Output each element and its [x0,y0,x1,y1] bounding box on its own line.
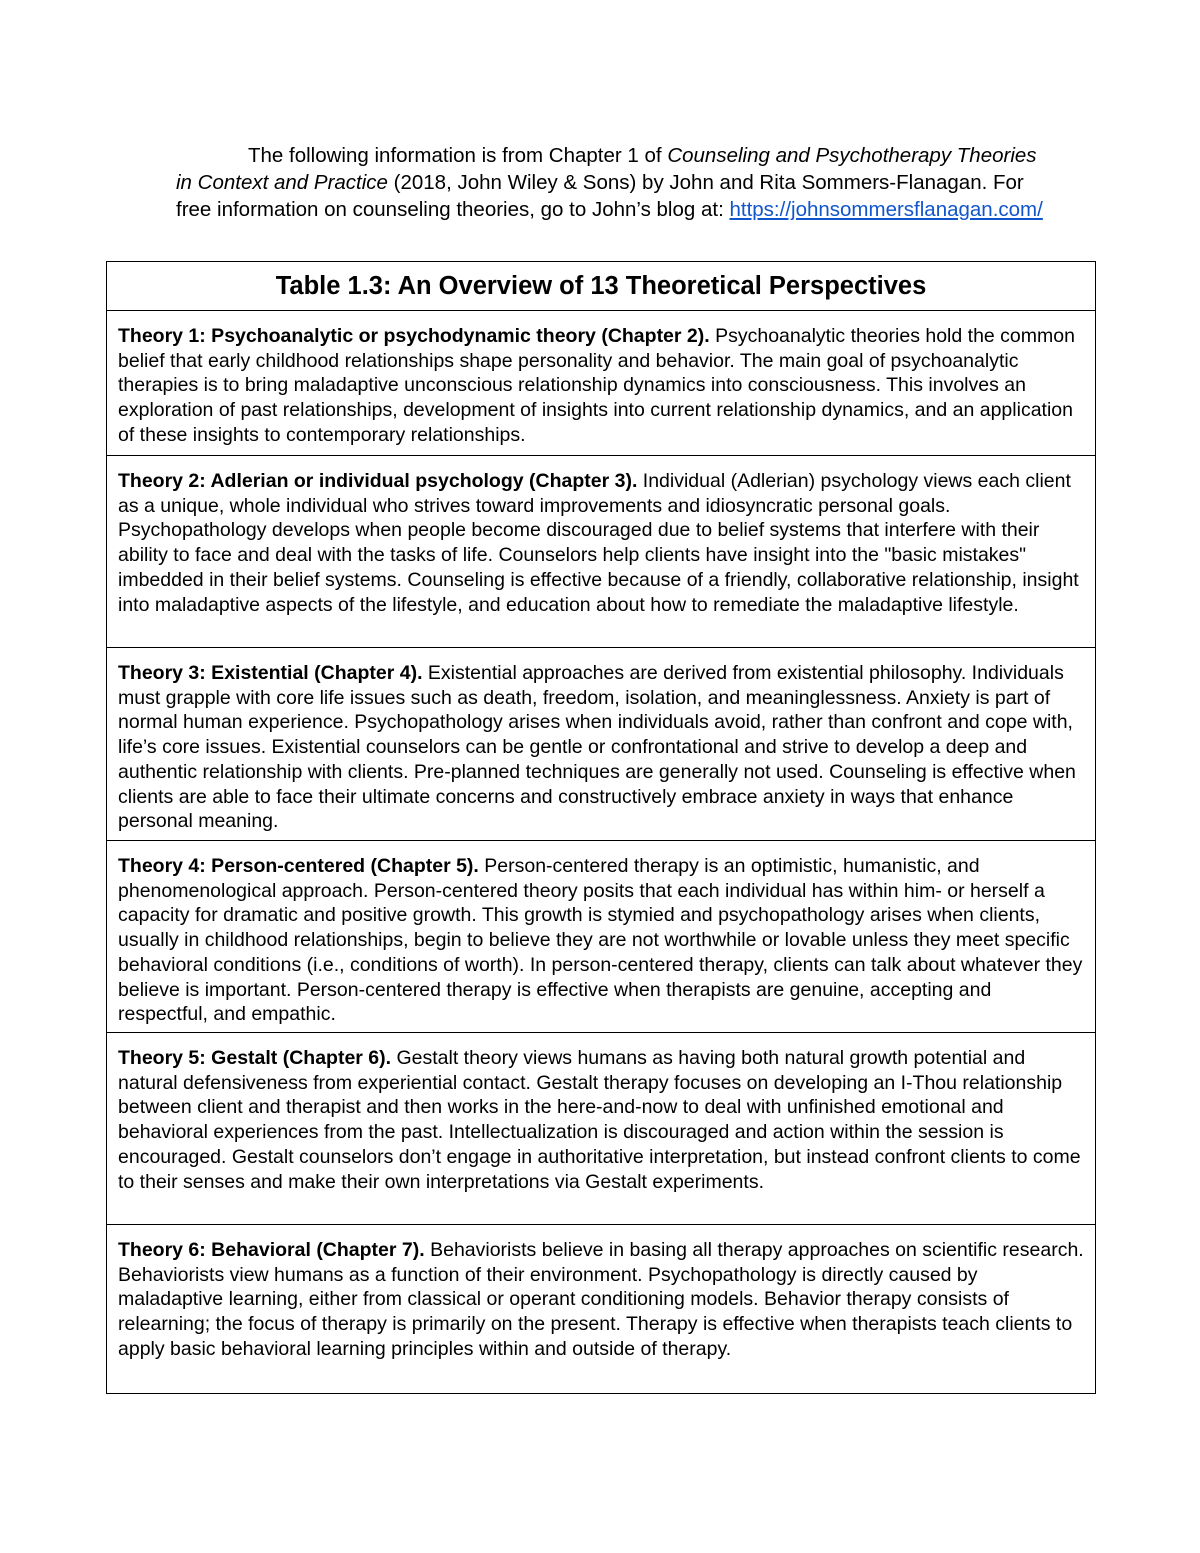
theory-text [118,854,1085,1027]
theory-text [118,1046,1085,1194]
theory-body: Person-centered therapy is an optimistic, humanistic, and phenomenological approach. Person-centered theory posits that each individual has within him- or herself a capacity for dramatic and positive growth. This growth is stymied and psychopathology arises when clients, usually in childhood relationships, begin to believe they are not worthwhile or lovable unless they meet specific behavioral conditions (i.e., conditions of worth). In person-centered therapy, clients can talk about whatever they believe is important. Person-centered therapy is effective when therapists are genuine, accepting and respectful, and empathic. [118,855,1083,1026]
theory-text [118,1238,1085,1362]
theory-body: Individual (Adlerian) psychology views each client as a unique, whole individual who strives toward improvements and idiosyncratic personal goals. Psychopathology develops when people become discouraged due to belief systems that interfere with their ability to face and deal with the tasks of life. Counselors help clients have insight into the "basic mistakes" imbedded in their belief systems. Counseling is effective because of a friendly, collaborative relationship, insight into maladaptive aspects of the lifestyle, and education about how to remediate the maladaptive lifestyle. [118,470,1079,616]
theory-body: Existential approaches are derived from existential philosophy. Individuals must grapple with core life issues such as death, freedom, isolation, and meaninglessness. Anxiety is part of normal human experience. Psychopathology arises when individuals avoid, rather than confront and cope with, life’s core issues. Existential counselors can be gentle or confrontational and strive to develop a deep and authentic relationship with clients. Pre-planned techniques are generally not used. Counseling is effective when clients are able to face their ultimate concerns and constructively embrace anxiety in ways that enhance personal meaning. [118,662,1076,833]
theory-row-1 [107,311,1095,456]
intro-paragraph [176,142,1056,223]
theory-row-6 [107,1225,1095,1393]
book-title: Counseling and Psychotherapy Theories in Context and Practice [176,144,1037,194]
theory-heading: Theory 2: Adlerian or individual psychology (Chapter 3). [118,470,638,492]
intro-text-after: (2018, John Wiley & Sons) by John and Rita Sommers-Flanagan. For free information on counseling theories, go to John’s blog at: [176,171,1024,221]
blog-link[interactable]: https://johnsommersflanagan.com/ [729,198,1043,221]
theory-row-2 [107,456,1095,648]
theory-row-4 [107,841,1095,1033]
theory-row-5 [107,1033,1095,1225]
theory-body: Behaviorists believe in basing all therapy approaches on scientific research. Behaviorists view humans as a function of their environment. Psychopathology is directly caused by maladaptive learning, either from classical or operant conditioning models. Behavior therapy consists of relearning; the focus of therapy is primarily on the present. Therapy is effective when therapists teach clients to apply basic behavioral learning principles within and outside of therapy. [118,1239,1084,1360]
theory-heading: Theory 6: Behavioral (Chapter 7). [118,1239,425,1261]
theory-heading: Theory 4: Person-centered (Chapter 5). [118,855,479,877]
table-title: Table 1.3: An Overview of 13 Theoretical Perspectives [107,262,1095,311]
theory-heading: Theory 5: Gestalt (Chapter 6). [118,1047,392,1069]
overview-table [106,261,1096,1394]
theory-heading: Theory 1: Psychoanalytic or psychodynamic theory (Chapter 2). [118,325,710,347]
theory-heading: Theory 3: Existential (Chapter 4). [118,662,423,684]
theory-body: Psychoanalytic theories hold the common belief that early childhood relationships shape personality and behavior. The main goal of psychoanalytic therapies is to bring maladaptive unconscious relationship dynamics into consciousness. This involves an exploration of past relationships, development of insights into current relationship dynamics, and an application of these insights to contemporary relationships. [118,325,1075,446]
theory-text [118,324,1085,448]
theory-row-3 [107,648,1095,841]
theory-text [118,661,1085,834]
intro-text-before: The following information is from Chapter 1 of [248,144,668,167]
theory-body: Gestalt theory views humans as having both natural growth potential and natural defensiveness from experiential contact. Gestalt therapy focuses on developing an I-Thou relationship between client and therapist and then works in the here-and-now to deal with unfinished emotional and behavioral experiences from the past. Intellectualization is discouraged and action within the session is encouraged. Gestalt counselors don’t engage in authoritative interpretation, but instead confront clients to come to their senses and make their own interpretations via Gestalt experiments. [118,1047,1081,1193]
theory-text [118,469,1085,617]
